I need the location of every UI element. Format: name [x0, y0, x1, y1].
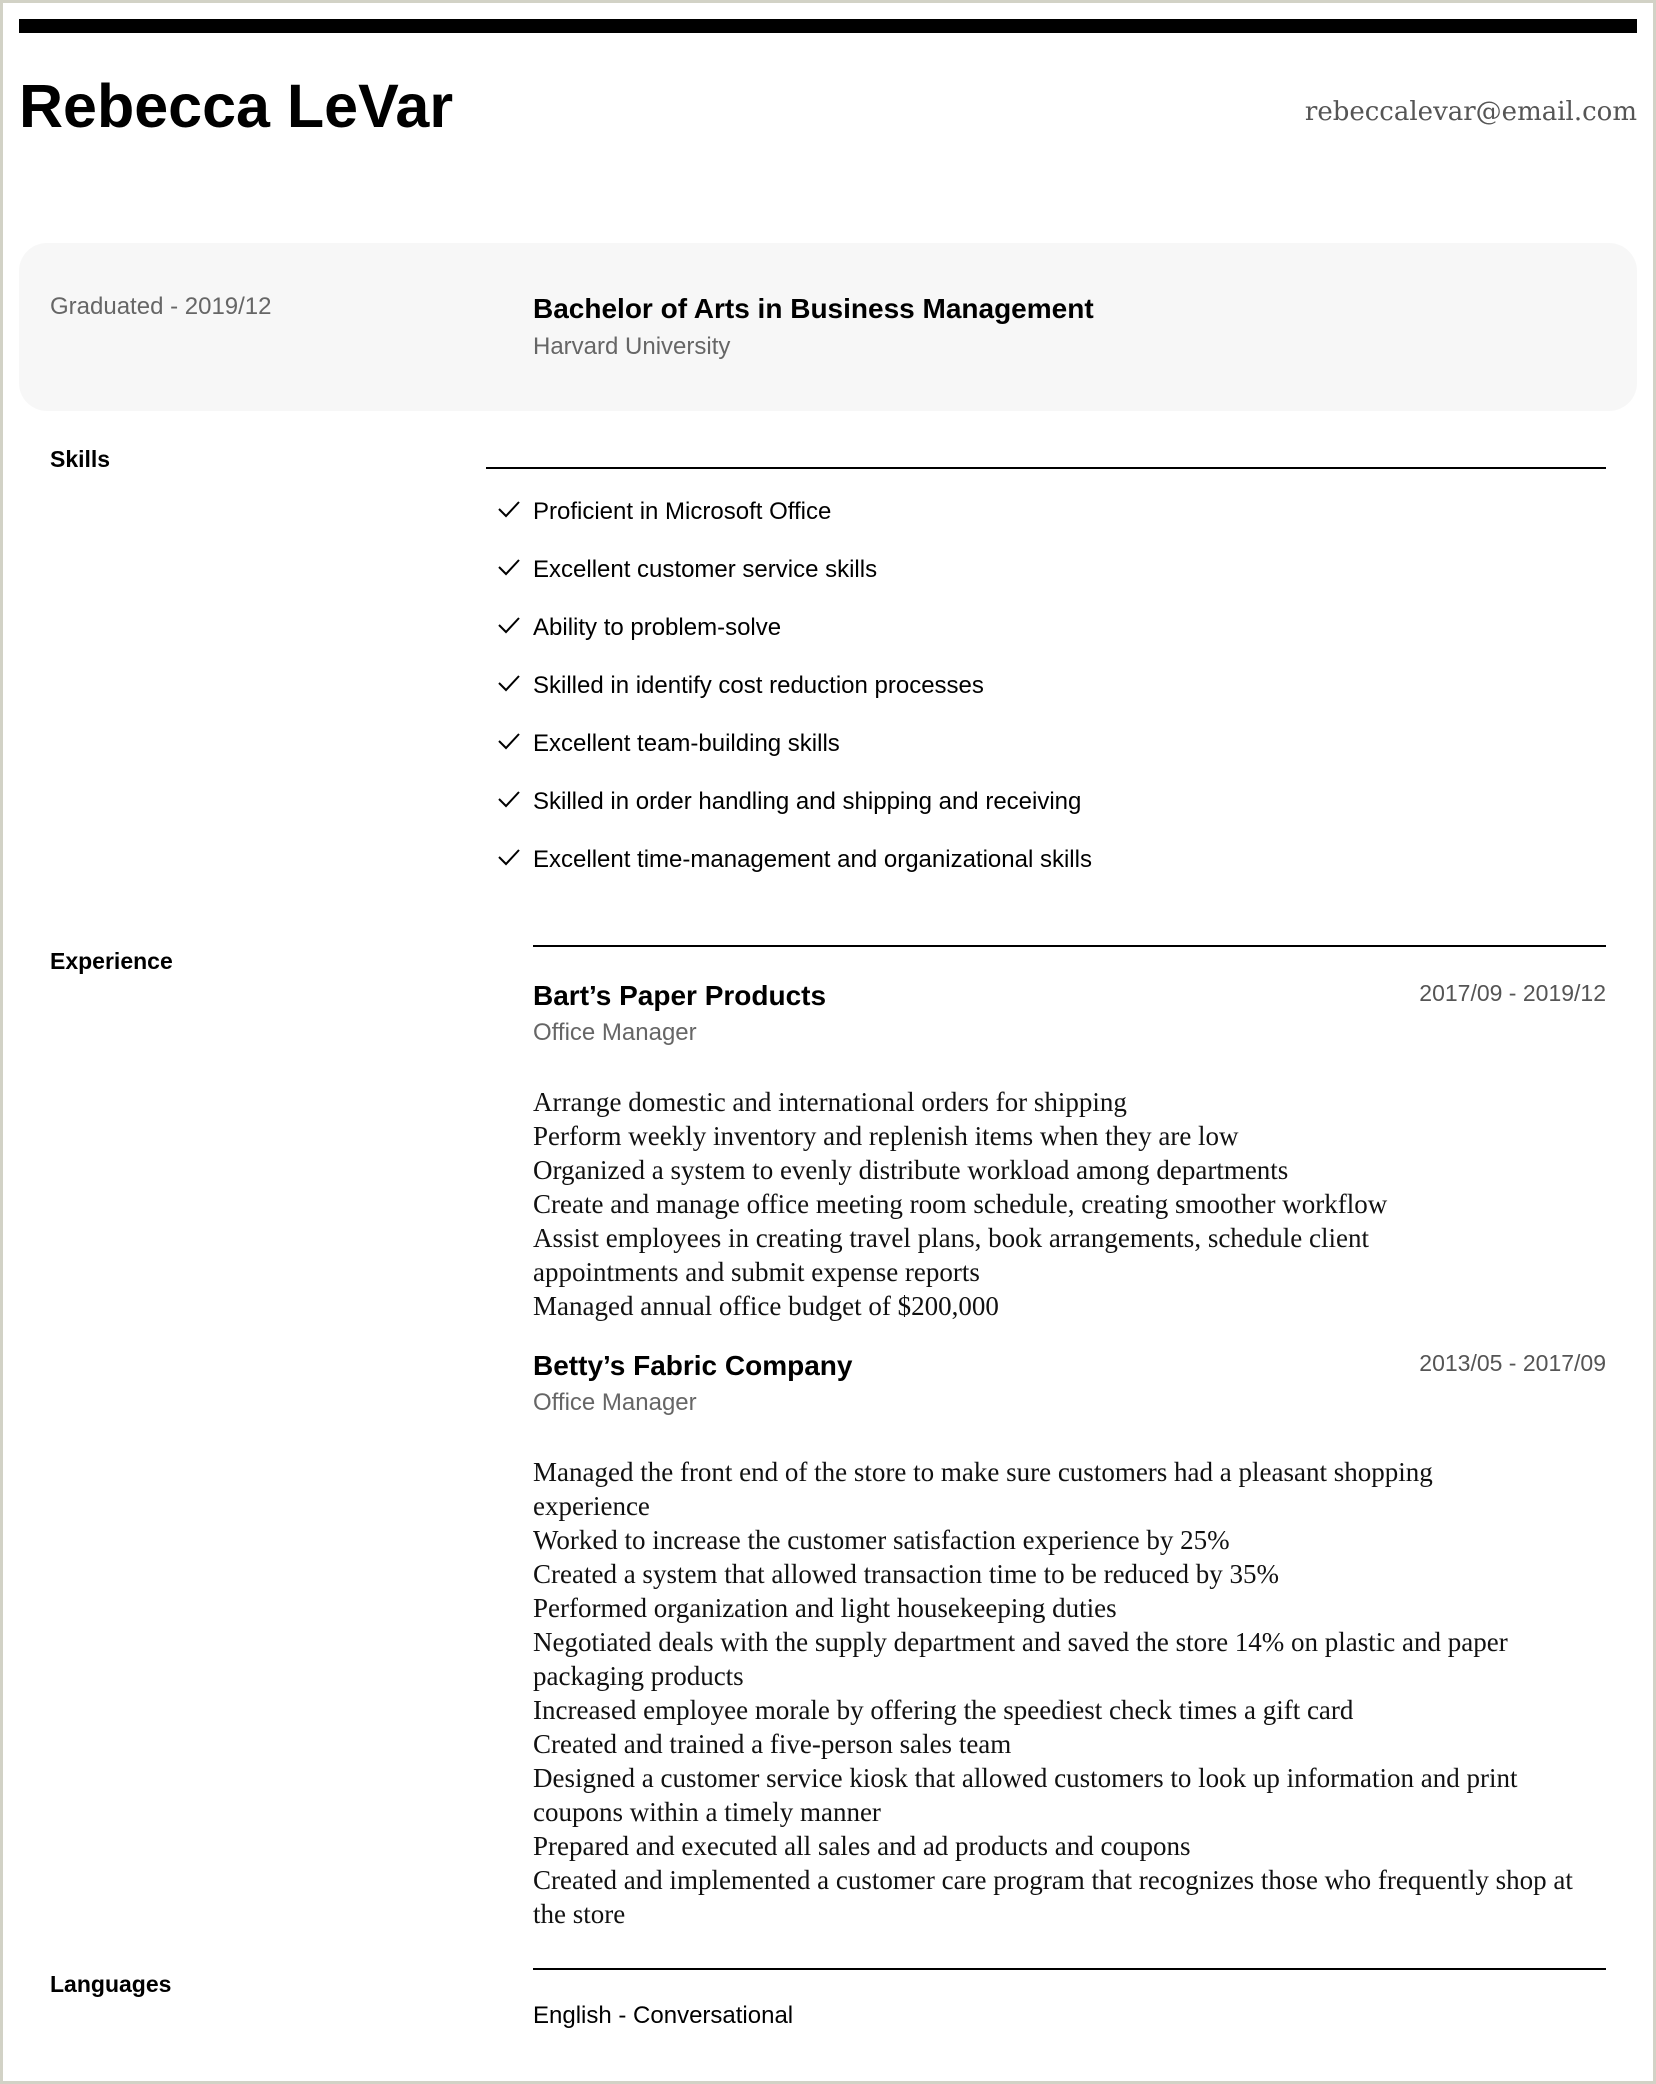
- skill-text: Excellent time-management and organizational skills: [533, 846, 1092, 873]
- duties-list: [533, 1085, 1613, 1323]
- job-dates: 2017/09 - 2019/12: [1419, 980, 1606, 1006]
- duty-item: Managed the front end of the store to make sure customers had a pleasant shopping experience: [533, 1457, 1433, 1521]
- company-name: Bart’s Paper Products: [533, 980, 827, 1011]
- company-name: Betty’s Fabric Company: [533, 1350, 853, 1381]
- skills-list: [498, 500, 1092, 906]
- skill-item: [498, 848, 1092, 906]
- skill-item: [498, 674, 1092, 732]
- degree-title: Bachelor of Arts in Business Management: [533, 293, 1094, 324]
- experience-divider: [533, 945, 1606, 947]
- duty-item: Created and implemented a customer care program that recognizes those who frequently shop at the store: [533, 1865, 1573, 1929]
- duty-item: Increased employee morale by offering the speediest check times a gift card: [533, 1695, 1354, 1725]
- skill-item: [498, 732, 1092, 790]
- duty-item: Worked to increase the customer satisfaction experience by 25%: [533, 1525, 1230, 1555]
- header-bar: [19, 19, 1637, 33]
- duty-item: Create and manage office meeting room schedule, creating smoother workflow: [533, 1189, 1388, 1219]
- skill-text: Excellent customer service skills: [533, 556, 878, 583]
- skill-text: Excellent team-building skills: [533, 730, 840, 757]
- skill-text: Skilled in order handling and shipping and receiving: [533, 788, 1082, 815]
- duty-item: Designed a customer service kiosk that allowed customers to look up information and print coupons within a timely manner: [533, 1763, 1518, 1827]
- education-panel: [19, 243, 1637, 411]
- job-role: Office Manager: [533, 1389, 697, 1416]
- duty-item: Assist employees in creating travel plans, book arrangements, schedule client appointments and submit expense reports: [533, 1223, 1369, 1287]
- languages-heading: Languages: [50, 1971, 172, 1997]
- duty-item: Created a system that allowed transaction time to be reduced by 35%: [533, 1559, 1280, 1589]
- checkmark-icon: [498, 848, 533, 866]
- skills-divider: [486, 467, 1606, 469]
- skill-text: Skilled in identify cost reduction processes: [533, 672, 984, 699]
- duties-list: [533, 1455, 1613, 1931]
- job-dates: 2013/05 - 2017/09: [1419, 1350, 1606, 1376]
- skill-item: [498, 500, 1092, 558]
- duty-item: Created and trained a five-person sales team: [533, 1729, 1012, 1759]
- skill-item: [498, 790, 1092, 848]
- job-role: Office Manager: [533, 1019, 697, 1046]
- skill-item: [498, 616, 1092, 674]
- skill-text: Proficient in Microsoft Office: [533, 498, 832, 525]
- duty-item: Prepared and executed all sales and ad products and coupons: [533, 1831, 1191, 1861]
- languages-divider: [533, 1968, 1606, 1970]
- checkmark-icon: [498, 616, 533, 634]
- graduation-date: Graduated - 2019/12: [50, 293, 272, 320]
- duty-item: Negotiated deals with the supply department and saved the store 14% on plastic and paper packaging products: [533, 1627, 1508, 1691]
- experience-heading: Experience: [50, 948, 173, 974]
- duty-item: Arrange domestic and international orders for shipping: [533, 1087, 1127, 1117]
- checkmark-icon: [498, 732, 533, 750]
- candidate-name: Rebecca LeVar: [19, 72, 454, 140]
- language-item: English - Conversational: [533, 2002, 794, 2029]
- checkmark-icon: [498, 790, 533, 808]
- duty-item: Managed annual office budget of $200,000: [533, 1291, 999, 1321]
- duty-item: Organized a system to evenly distribute workload among departments: [533, 1155, 1289, 1185]
- duty-item: Perform weekly inventory and replenish items when they are low: [533, 1121, 1239, 1151]
- duty-item: Performed organization and light housekeeping duties: [533, 1593, 1117, 1623]
- skill-item: [498, 558, 1092, 616]
- skills-heading: Skills: [50, 446, 111, 472]
- checkmark-icon: [498, 558, 533, 576]
- skill-text: Ability to problem-solve: [533, 614, 782, 641]
- checkmark-icon: [498, 674, 533, 692]
- email-address: rebeccalevar@email.com: [1304, 97, 1637, 127]
- school-name: Harvard University: [533, 333, 731, 360]
- checkmark-icon: [498, 500, 533, 518]
